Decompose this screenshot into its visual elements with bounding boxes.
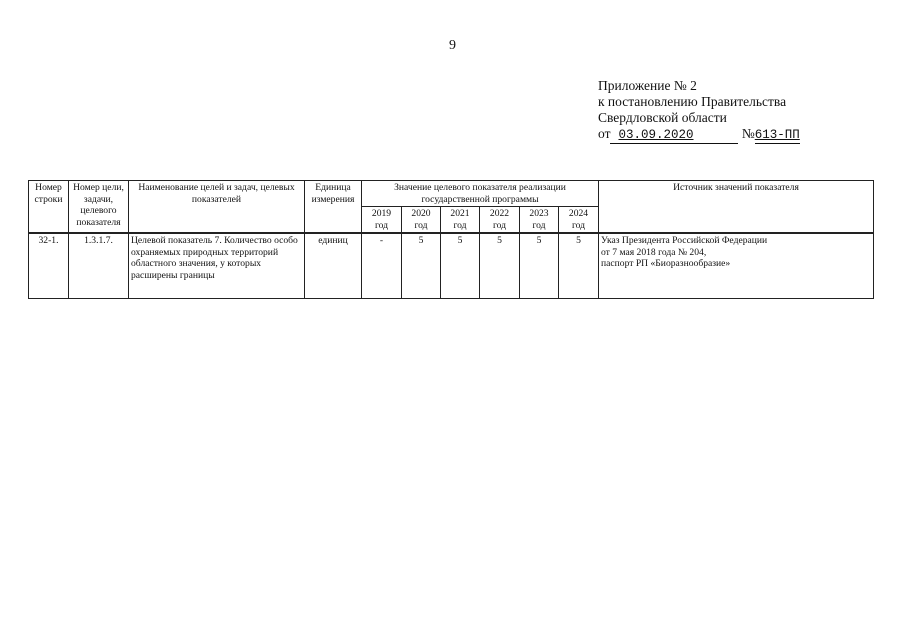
appendix-title: Приложение № 2 — [598, 78, 697, 93]
header-goal-no: Номер цели, задачи, целевого показателя — [69, 181, 129, 234]
cell-value: 5 — [480, 233, 520, 299]
source-line: от 7 мая 2018 года № 204, — [601, 246, 707, 258]
source-line: Указ Президента Российской Федерации — [601, 235, 768, 246]
decree-date: 03.09.2020 — [610, 127, 738, 144]
cell-value: 5 — [520, 233, 559, 299]
table-row — [29, 233, 874, 299]
header-values-group: Значение целевого показателя реализации государственной программы — [362, 181, 599, 207]
cell-row-no: 32-1. — [29, 233, 69, 299]
cell-unit: единиц — [305, 233, 362, 299]
header-year: 2024 год — [559, 207, 599, 234]
appendix-line-2: к постановлению Правительства — [598, 94, 787, 109]
header-year: 2022 год — [480, 207, 520, 234]
header-year: 2023 год — [520, 207, 559, 234]
cell-value: 5 — [402, 233, 441, 299]
header-year: 2021 год — [441, 207, 480, 234]
cell-goal-no: 1.3.1.7. — [69, 233, 129, 299]
page-number: 9 — [449, 38, 456, 53]
cell-value: 5 — [441, 233, 480, 299]
header-name: Наименование целей и задач, целевых показателей — [129, 181, 305, 234]
header-year: 2019 год — [362, 207, 402, 234]
header-row-no: Номер строки — [29, 181, 69, 234]
cell-value: - — [362, 233, 402, 299]
decree-line — [598, 126, 800, 144]
header-unit: Единица измерения — [305, 181, 362, 234]
indicators-table — [28, 180, 874, 299]
cell-name: Целевой показатель 7. Количество особо охраняемых природных территорий областного значения, у которых расширены границы — [129, 233, 305, 299]
cell-value: 5 — [559, 233, 599, 299]
decree-number: 613-ПП — [754, 128, 800, 142]
number-prefix: № — [741, 126, 755, 141]
appendix-line-3: Свердловской области — [598, 110, 727, 125]
date-prefix: от — [598, 126, 611, 141]
header-year: 2020 год — [402, 207, 441, 234]
header-row — [29, 181, 874, 207]
appendix-block — [598, 78, 800, 144]
source-line: паспорт РП «Биоразнообразие» — [601, 258, 731, 269]
header-source: Источник значений показателя — [599, 181, 874, 234]
cell-source — [599, 233, 874, 299]
